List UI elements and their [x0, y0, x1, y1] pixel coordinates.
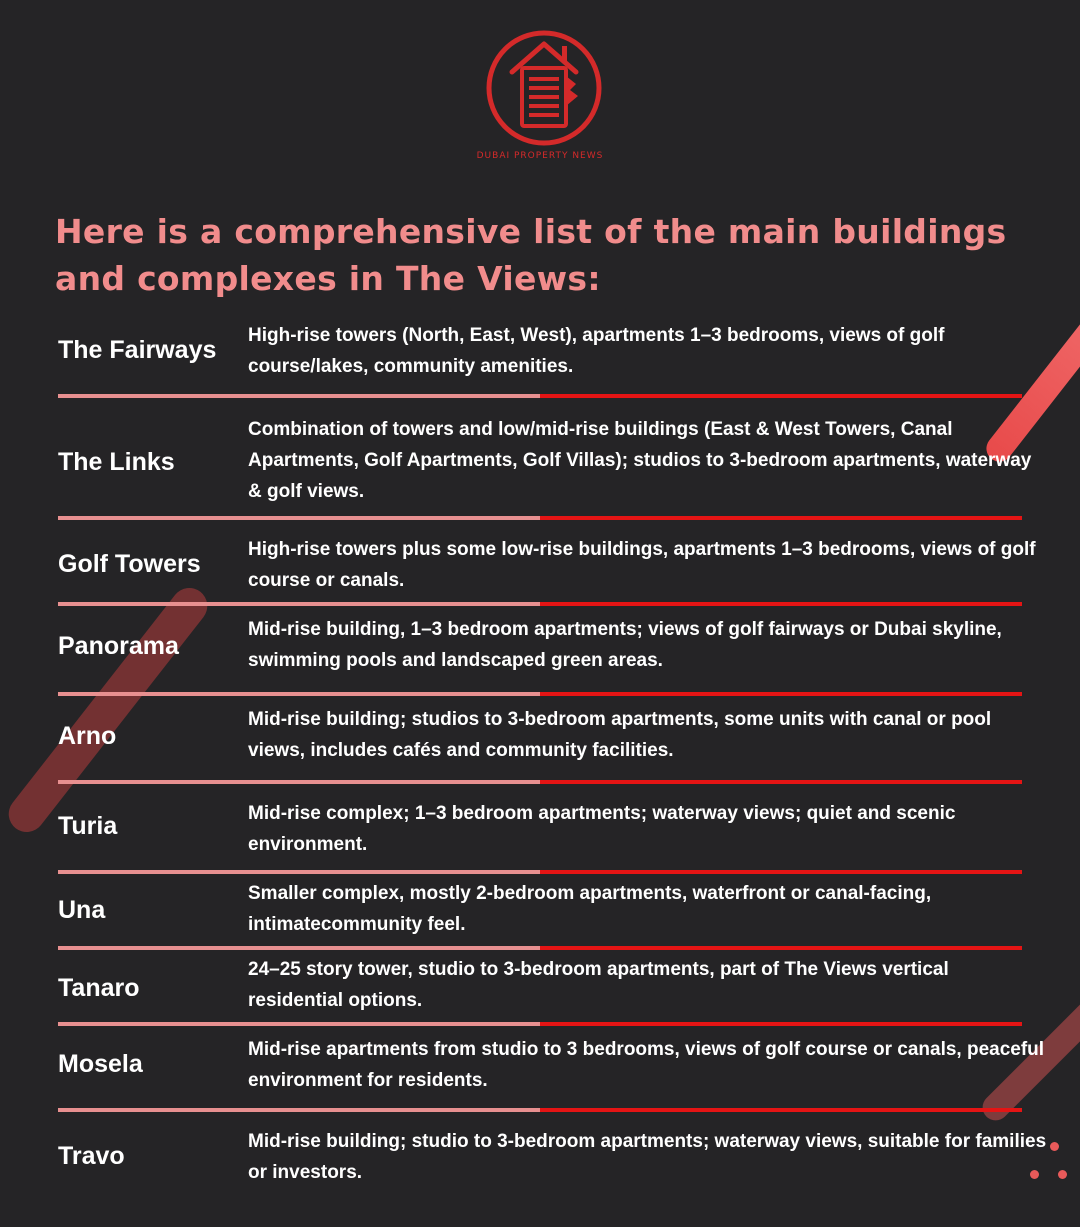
building-description: High-rise towers (North, East, West), apartments 1–3 bedrooms, views of golf course/lakes, community amenities.: [248, 325, 945, 377]
building-name: Mosela: [58, 1050, 143, 1078]
row-divider: [58, 870, 1022, 874]
building-name: Golf Towers: [58, 550, 201, 578]
page-title: Here is a comprehensive list of the main buildings and complexes in The Views:: [55, 212, 1007, 298]
row-divider: [58, 692, 1022, 696]
building-name: The Links: [58, 448, 175, 476]
building-description: 24–25 story tower, studio to 3-bedroom apartments, part of The Views vertical residential options.: [248, 959, 949, 1011]
row-divider: [58, 1108, 1022, 1112]
building-description: Smaller complex, mostly 2-bedroom apartments, waterfront or canal-facing, intimatecommunity feel.: [248, 883, 932, 935]
brand-name: DUBAI PROPERTY NEWS: [476, 151, 604, 161]
row-divider: [58, 780, 1022, 784]
building-name: Tanaro: [58, 974, 140, 1002]
building-description: Mid-rise apartments from studio to 3 bedrooms, views of golf course or canals, peaceful environment for residents.: [248, 1039, 1045, 1091]
building-name: The Fairways: [58, 336, 217, 364]
building-description: Mid-rise building; studios to 3-bedroom apartments, some units with canal or pool views, includes cafés and community facilities.: [248, 709, 992, 761]
row-divider: [58, 1022, 1022, 1026]
building-description: Mid-rise building, 1–3 bedroom apartments; views of golf fairways or Dubai skyline, swimming pools and landscaped green areas.: [248, 619, 1002, 671]
building-name: Turia: [58, 812, 118, 840]
building-description: Mid-rise complex; 1–3 bedroom apartments; waterway views; quiet and scenic environment.: [248, 803, 956, 855]
decorative-stripe: [1, 581, 214, 840]
row-divider: [58, 946, 1022, 950]
house-document-logo-icon: [484, 30, 604, 150]
decorative-dot: [1050, 1142, 1059, 1151]
building-name: Travo: [58, 1142, 125, 1170]
building-description: Mid-rise building; studio to 3-bedroom apartments; waterway views, suitable for families or investors.: [248, 1131, 1047, 1183]
building-description: Combination of towers and low/mid-rise buildings (East & West Towers, Canal Apartments, Golf Apartments, Golf Villas); studios to 3-bedroom apartments, waterway & golf views.: [248, 419, 1032, 502]
decorative-dot: [1058, 1170, 1067, 1179]
building-description: High-rise towers plus some low-rise buildings, apartments 1–3 bedrooms, views of golf course or canals.: [248, 539, 1036, 591]
row-divider: [58, 516, 1022, 520]
row-divider: [58, 394, 1022, 398]
row-divider: [58, 602, 1022, 606]
building-name: Panorama: [58, 632, 179, 660]
building-name: Arno: [58, 722, 117, 750]
building-name: Una: [58, 896, 106, 924]
